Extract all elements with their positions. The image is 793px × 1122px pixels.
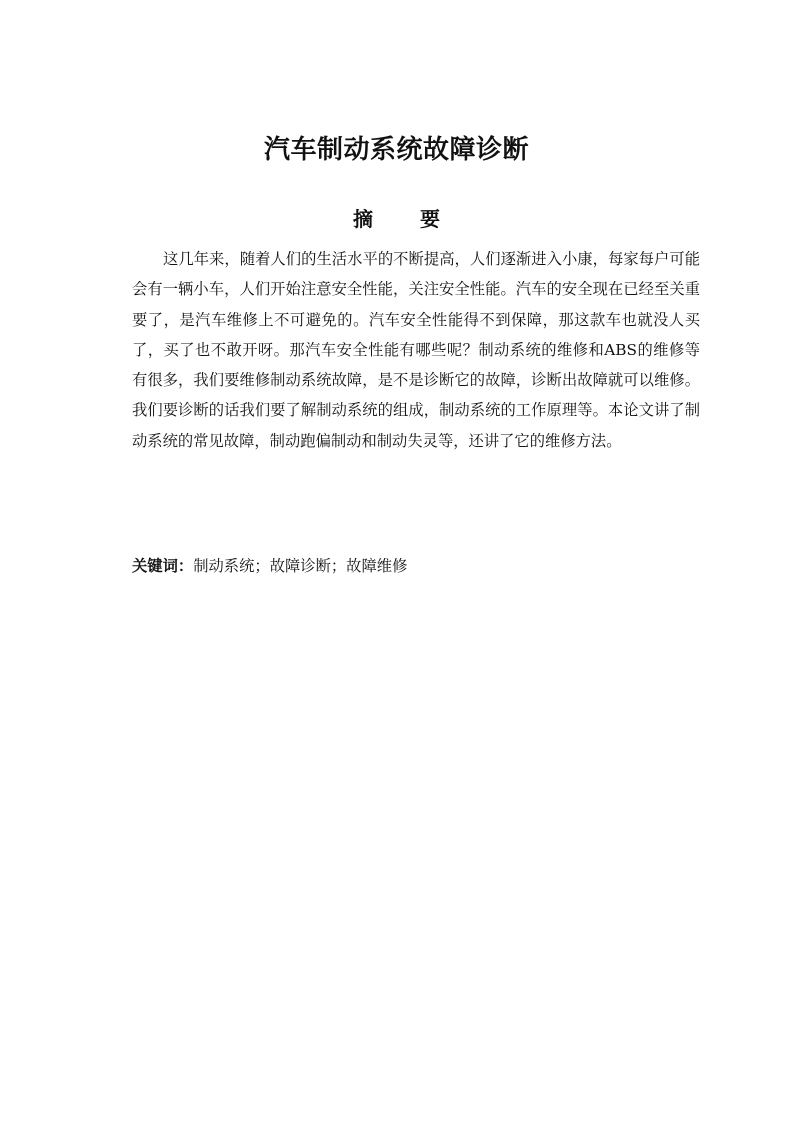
abstract-paragraph: 这几年来，随着人们的生活水平的不断提高，人们逐渐进入小康，每家每户可能会有一辆小车，人们开始注意安全性能，关注安全性能。汽车的安全现在已经至关重要了，是汽车维修上不可避免的。汽车安全性能得不到保障，那这款车也就没人买了，买了也不敢开呀。那汽车安全性能有哪些呢？制动系统的维修和ABS的维修等有很多，我们要维修制动系统故障，是不是诊断它的故障，诊断出故障就可以维修。我们要诊断的话我们要了解制动系统的组成，制动系统的工作原理等。本论文讲了制动系统的常见故障，制动跑偏制动和制动失灵等，还讲了它的维修方法。 bbox=[132, 250, 700, 450]
keywords-line bbox=[132, 552, 700, 580]
document-title: 汽车制动系统故障诊断 bbox=[263, 135, 529, 165]
abstract-heading: 摘 要 bbox=[353, 207, 460, 231]
keywords-list: 制动系统；故障诊断；故障维修 bbox=[193, 557, 408, 575]
keywords-label: 关键词： bbox=[132, 557, 194, 575]
